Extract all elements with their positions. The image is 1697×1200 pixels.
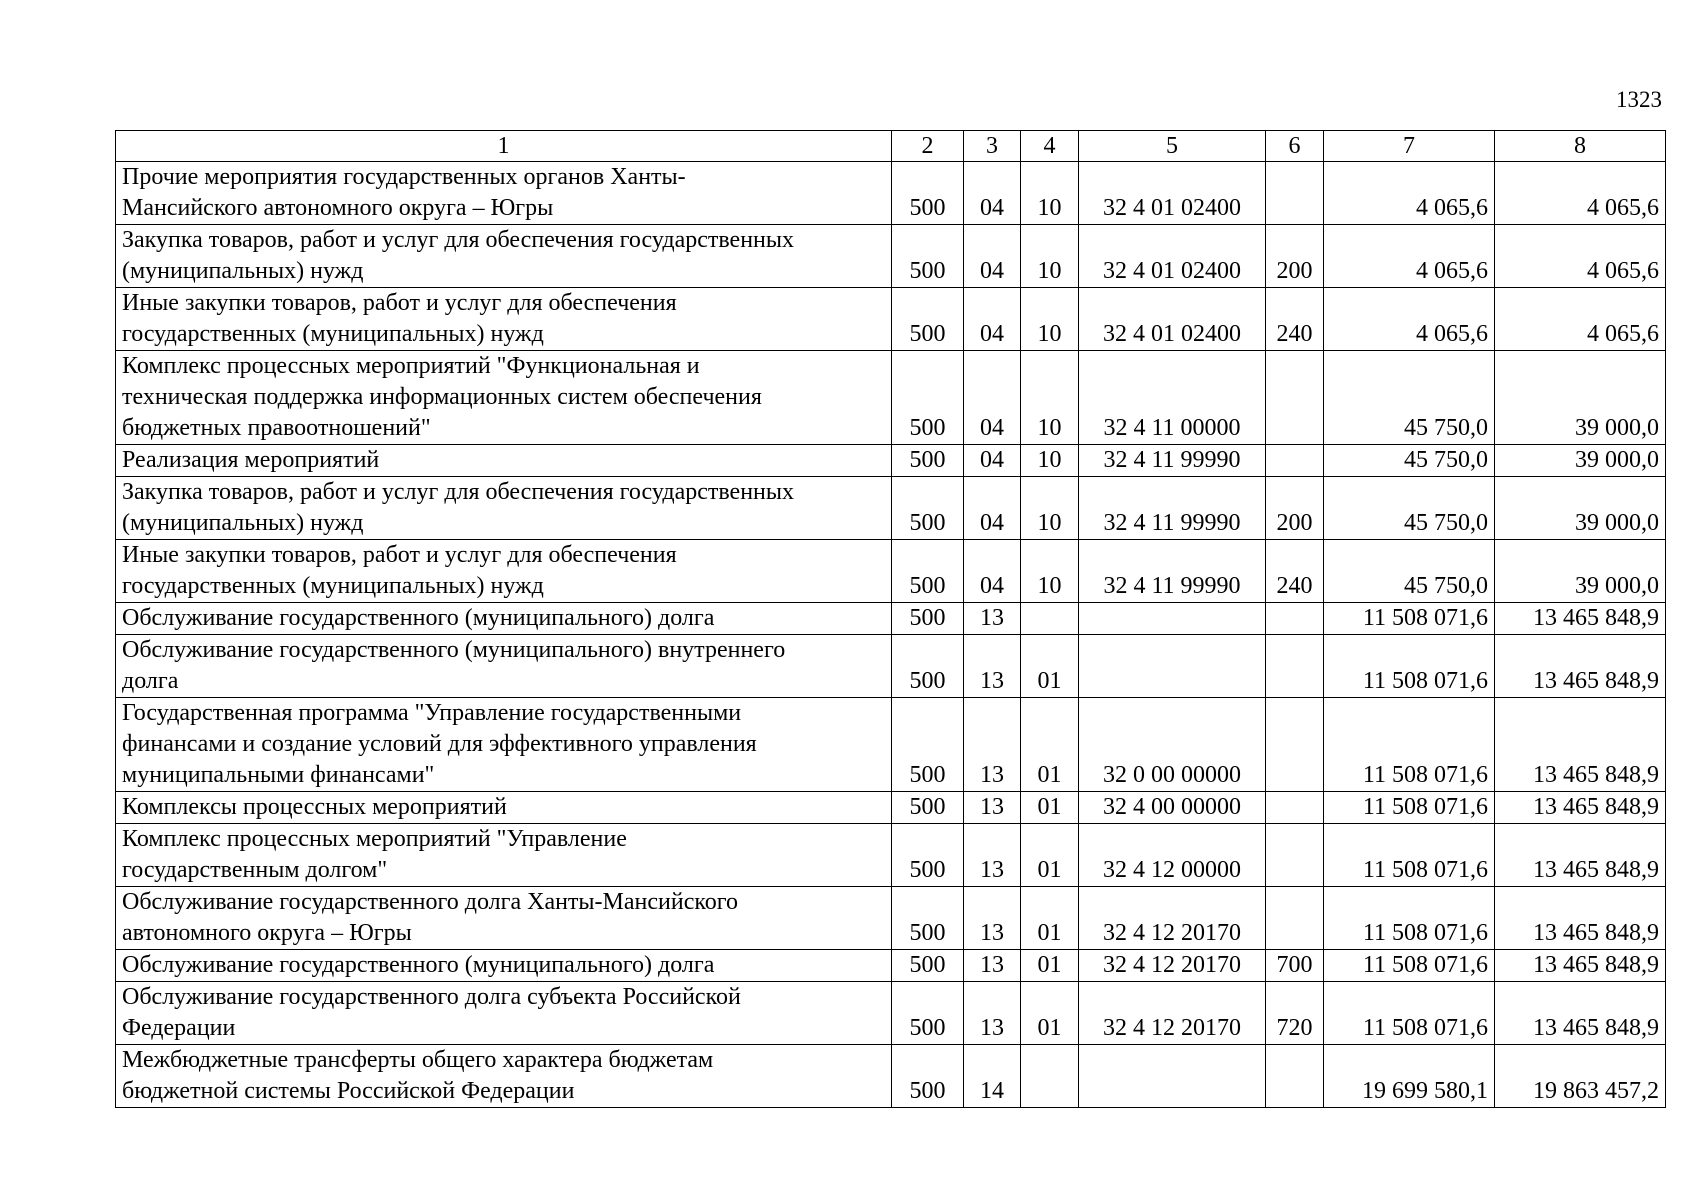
- amount-cell-7: 45 750,0: [1324, 351, 1495, 445]
- code-cell-6: 720: [1266, 982, 1324, 1045]
- code-cell-6: [1266, 1045, 1324, 1108]
- code-cell-5: 32 4 01 02400: [1079, 288, 1266, 351]
- code-cell-2: 500: [892, 950, 964, 982]
- amount-cell-8: 13 465 848,9: [1495, 792, 1666, 824]
- amount-cell-8: 19 863 457,2: [1495, 1045, 1666, 1108]
- amount-cell-7: 4 065,6: [1324, 225, 1495, 288]
- code-cell-3: 13: [964, 603, 1021, 635]
- code-cell-4: [1021, 603, 1079, 635]
- amount-cell-8: 13 465 848,9: [1495, 982, 1666, 1045]
- amount-cell-7: 4 065,6: [1324, 162, 1495, 225]
- table-row: [116, 445, 1666, 477]
- code-cell-6: 200: [1266, 477, 1324, 540]
- amount-cell-8: 4 065,6: [1495, 162, 1666, 225]
- table-row: [116, 1045, 1666, 1108]
- budget-table: [115, 130, 1666, 1108]
- code-cell-2: 500: [892, 162, 964, 225]
- amount-cell-7: 11 508 071,6: [1324, 887, 1495, 950]
- code-cell-3: 13: [964, 635, 1021, 698]
- column-header: 8: [1495, 131, 1666, 162]
- amount-cell-7: 45 750,0: [1324, 445, 1495, 477]
- row-name-cell: Межбюджетные трансферты общего характера бюджетам бюджетной системы Российской Федерации: [116, 1045, 892, 1108]
- page-number: 1323: [1616, 87, 1662, 112]
- code-cell-3: 13: [964, 698, 1021, 792]
- code-cell-4: 01: [1021, 698, 1079, 792]
- code-cell-2: 500: [892, 824, 964, 887]
- row-name-cell: Обслуживание государственного (муниципального) внутреннего долга: [116, 635, 892, 698]
- amount-cell-7: 4 065,6: [1324, 288, 1495, 351]
- code-cell-4: 01: [1021, 950, 1079, 982]
- column-header: 4: [1021, 131, 1079, 162]
- table-row: [116, 950, 1666, 982]
- table-row: [116, 824, 1666, 887]
- code-cell-2: 500: [892, 1045, 964, 1108]
- amount-cell-7: 11 508 071,6: [1324, 603, 1495, 635]
- code-cell-2: 500: [892, 445, 964, 477]
- row-name-cell: Закупка товаров, работ и услуг для обеспечения государственных (муниципальных) нужд: [116, 477, 892, 540]
- code-cell-4: [1021, 1045, 1079, 1108]
- code-cell-2: 500: [892, 887, 964, 950]
- row-name-cell: Обслуживание государственного долга субъекта Российской Федерации: [116, 982, 892, 1045]
- code-cell-5: 32 4 01 02400: [1079, 162, 1266, 225]
- table-row: [116, 162, 1666, 225]
- row-name-cell: Обслуживание государственного долга Ханты-Мансийского автономного округа – Югры: [116, 887, 892, 950]
- row-name-cell: Комплекс процессных мероприятий "Управление государственным долгом": [116, 824, 892, 887]
- table-row: [116, 887, 1666, 950]
- code-cell-6: 240: [1266, 540, 1324, 603]
- amount-cell-7: 11 508 071,6: [1324, 950, 1495, 982]
- code-cell-4: 01: [1021, 635, 1079, 698]
- code-cell-4: 01: [1021, 792, 1079, 824]
- code-cell-3: 14: [964, 1045, 1021, 1108]
- code-cell-3: 13: [964, 824, 1021, 887]
- code-cell-3: 13: [964, 887, 1021, 950]
- code-cell-5: [1079, 603, 1266, 635]
- amount-cell-7: 11 508 071,6: [1324, 792, 1495, 824]
- code-cell-3: 04: [964, 477, 1021, 540]
- code-cell-2: 500: [892, 540, 964, 603]
- code-cell-3: 04: [964, 225, 1021, 288]
- column-header: 3: [964, 131, 1021, 162]
- table-row: [116, 477, 1666, 540]
- amount-cell-8: 13 465 848,9: [1495, 824, 1666, 887]
- amount-cell-8: 4 065,6: [1495, 288, 1666, 351]
- amount-cell-8: 39 000,0: [1495, 540, 1666, 603]
- header-row: [116, 131, 1666, 162]
- table-body: [116, 162, 1666, 1108]
- code-cell-6: [1266, 635, 1324, 698]
- row-name-cell: Государственная программа "Управление государственными финансами и создание условий для эффективного управления муниципальными финансами": [116, 698, 892, 792]
- code-cell-5: [1079, 635, 1266, 698]
- amount-cell-7: 11 508 071,6: [1324, 635, 1495, 698]
- table-row: [116, 635, 1666, 698]
- table-row: [116, 351, 1666, 445]
- row-name-cell: Прочие мероприятия государственных органов Ханты- Мансийского автономного округа – Югры: [116, 162, 892, 225]
- table-row: [116, 603, 1666, 635]
- code-cell-4: 01: [1021, 982, 1079, 1045]
- code-cell-5: 32 4 11 99990: [1079, 477, 1266, 540]
- code-cell-3: 04: [964, 351, 1021, 445]
- row-name-cell: Обслуживание государственного (муниципального) долга: [116, 603, 892, 635]
- code-cell-6: [1266, 445, 1324, 477]
- amount-cell-7: 45 750,0: [1324, 540, 1495, 603]
- table-row: [116, 225, 1666, 288]
- column-header: 7: [1324, 131, 1495, 162]
- code-cell-4: 10: [1021, 477, 1079, 540]
- amount-cell-8: 13 465 848,9: [1495, 887, 1666, 950]
- amount-cell-8: 39 000,0: [1495, 477, 1666, 540]
- code-cell-6: [1266, 887, 1324, 950]
- code-cell-2: 500: [892, 698, 964, 792]
- code-cell-5: 32 0 00 00000: [1079, 698, 1266, 792]
- code-cell-2: 500: [892, 982, 964, 1045]
- code-cell-5: 32 4 11 00000: [1079, 351, 1266, 445]
- row-name-cell: Закупка товаров, работ и услуг для обеспечения государственных (муниципальных) нужд: [116, 225, 892, 288]
- column-header: 2: [892, 131, 964, 162]
- row-name-cell: Иные закупки товаров, работ и услуг для обеспечения государственных (муниципальных) нужд: [116, 288, 892, 351]
- column-header: 6: [1266, 131, 1324, 162]
- code-cell-2: 500: [892, 477, 964, 540]
- row-name-cell: Обслуживание государственного (муниципального) долга: [116, 950, 892, 982]
- amount-cell-7: 11 508 071,6: [1324, 982, 1495, 1045]
- code-cell-4: 10: [1021, 225, 1079, 288]
- code-cell-3: 13: [964, 950, 1021, 982]
- code-cell-6: 240: [1266, 288, 1324, 351]
- code-cell-4: 10: [1021, 445, 1079, 477]
- row-name-cell: Комплекс процессных мероприятий "Функциональная и техническая поддержка информационных систем обеспечения бюджетных правоотношений": [116, 351, 892, 445]
- column-header: 1: [116, 131, 892, 162]
- code-cell-6: [1266, 351, 1324, 445]
- amount-cell-7: 45 750,0: [1324, 477, 1495, 540]
- code-cell-5: 32 4 12 00000: [1079, 824, 1266, 887]
- code-cell-6: [1266, 162, 1324, 225]
- code-cell-6: 700: [1266, 950, 1324, 982]
- code-cell-2: 500: [892, 603, 964, 635]
- code-cell-6: 200: [1266, 225, 1324, 288]
- code-cell-3: 04: [964, 288, 1021, 351]
- amount-cell-8: 13 465 848,9: [1495, 635, 1666, 698]
- row-name-cell: Комплексы процессных мероприятий: [116, 792, 892, 824]
- code-cell-3: 04: [964, 540, 1021, 603]
- code-cell-2: 500: [892, 792, 964, 824]
- amount-cell-8: 39 000,0: [1495, 351, 1666, 445]
- amount-cell-8: 39 000,0: [1495, 445, 1666, 477]
- code-cell-2: 500: [892, 288, 964, 351]
- code-cell-6: [1266, 824, 1324, 887]
- table-row: [116, 288, 1666, 351]
- code-cell-4: 10: [1021, 351, 1079, 445]
- code-cell-4: 01: [1021, 887, 1079, 950]
- code-cell-5: 32 4 12 20170: [1079, 950, 1266, 982]
- amount-cell-8: 4 065,6: [1495, 225, 1666, 288]
- table-row: [116, 698, 1666, 792]
- code-cell-5: 32 4 12 20170: [1079, 887, 1266, 950]
- code-cell-2: 500: [892, 635, 964, 698]
- code-cell-3: 04: [964, 162, 1021, 225]
- row-name-cell: Реализация мероприятий: [116, 445, 892, 477]
- code-cell-2: 500: [892, 351, 964, 445]
- code-cell-3: 13: [964, 792, 1021, 824]
- table-row: [116, 540, 1666, 603]
- amount-cell-8: 13 465 848,9: [1495, 603, 1666, 635]
- amount-cell-7: 19 699 580,1: [1324, 1045, 1495, 1108]
- row-name-cell: Иные закупки товаров, работ и услуг для обеспечения государственных (муниципальных) нужд: [116, 540, 892, 603]
- table-row: [116, 792, 1666, 824]
- code-cell-4: 01: [1021, 824, 1079, 887]
- code-cell-4: 10: [1021, 288, 1079, 351]
- code-cell-6: [1266, 603, 1324, 635]
- amount-cell-8: 13 465 848,9: [1495, 950, 1666, 982]
- code-cell-5: 32 4 11 99990: [1079, 540, 1266, 603]
- code-cell-6: [1266, 698, 1324, 792]
- code-cell-4: 10: [1021, 162, 1079, 225]
- code-cell-6: [1266, 792, 1324, 824]
- code-cell-5: 32 4 12 20170: [1079, 982, 1266, 1045]
- amount-cell-8: 13 465 848,9: [1495, 698, 1666, 792]
- code-cell-3: 04: [964, 445, 1021, 477]
- table-row: [116, 982, 1666, 1045]
- amount-cell-7: 11 508 071,6: [1324, 824, 1495, 887]
- code-cell-5: 32 4 00 00000: [1079, 792, 1266, 824]
- code-cell-5: 32 4 01 02400: [1079, 225, 1266, 288]
- amount-cell-7: 11 508 071,6: [1324, 698, 1495, 792]
- code-cell-5: [1079, 1045, 1266, 1108]
- code-cell-3: 13: [964, 982, 1021, 1045]
- column-header: 5: [1079, 131, 1266, 162]
- code-cell-4: 10: [1021, 540, 1079, 603]
- code-cell-5: 32 4 11 99990: [1079, 445, 1266, 477]
- code-cell-2: 500: [892, 225, 964, 288]
